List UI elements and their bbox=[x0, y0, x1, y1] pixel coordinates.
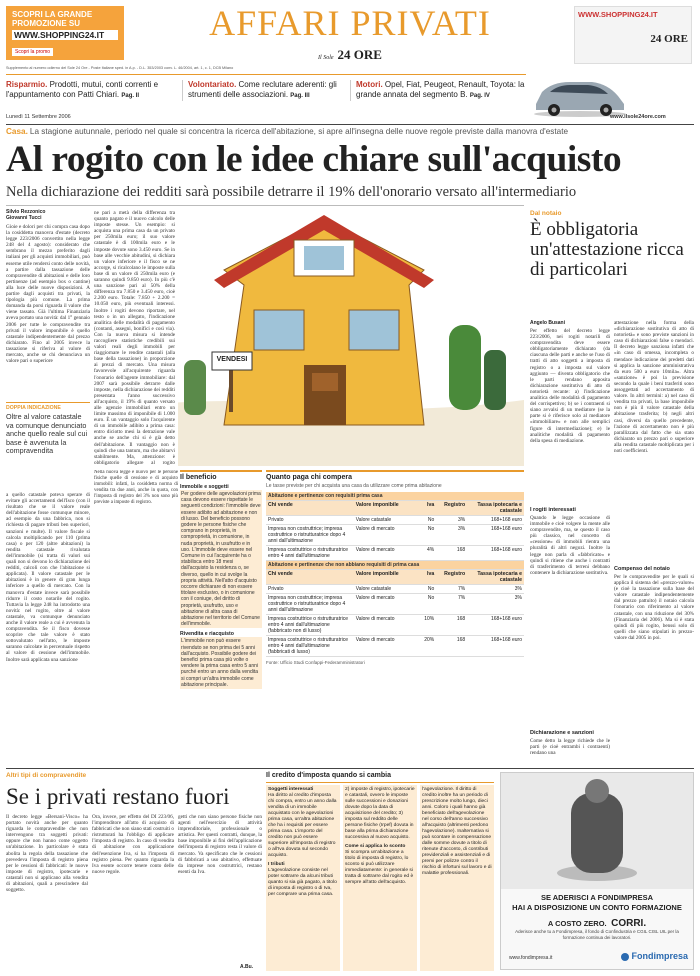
promo-button[interactable]: Scopri la promo bbox=[12, 48, 53, 56]
table-cell: Valore imponibile bbox=[354, 501, 416, 516]
notaio-column-1: Per effetto del decreto legge 223/2006, nei rogiti notarili di compravendita deve essere obbligatoriamente dichiarato (da ciascuna delle parti e anche se l'uso di tratti di atto soggetti a imposta di registro o a imposta sul valore aggiunto — diventa obbligatorio che le parti rendano apposita dichiarazione sostitutiva di atto di notorietà recante: a) l'indicazione analitica delle modalità di pagamento del corrispettivo; b) se i contraenti si siano avvalsi di un mediatore (se la parte si è riferisce solo al mediatore «immobiliare» e non alle semplici figure di intermediazione); e) le analitiche modalità di pagamento della spesa di mediazione. bbox=[530, 328, 610, 444]
beneficio-heading-2: Rivendita e riacquisto bbox=[180, 631, 234, 638]
date-divider bbox=[6, 124, 694, 125]
notaio-headline: È obbligatoria un'attestazione ricca di particolari bbox=[530, 219, 684, 280]
table-cell: Valore di mercato bbox=[354, 546, 416, 561]
teaser-text: Come reclutare aderenti: gli strumenti delle associazioni. bbox=[188, 80, 337, 99]
table-row bbox=[266, 525, 524, 546]
lead-column-1b: a quello catastale poteva sperare di evitare gli accertamenti dell'Isco (con il risultato che se il valore reale dell'abitazione fosse comunque minore, ad esempio da una fabbrica, non si richiesta di pagare tributi ben superiori, sanzioni e multe). Il valore fiscale si calcola moltiplicando per 110 (prima casa) o per 120 (altre abitazioni) la rendita catastale rivalutata dell'immobile (si tratta di valori sui quali non si devono lo dichiarazione dei redditi, calcoli con che l'abitazione si applicata). Il valore catastale per le abitazioni è in genere di gran lunga inferiore a quello di mercato. Con la manovra d'estate invece sarà possibile ridurre il costo notarile del rogito. Tuttavia la legge 248 ha introdotto una novità: nel rogito, oltre al valore catastale, va comunque denunciato anche il valore reale a cui è avvenuta la compravendita. Se il fisco dovesse scoprire che tale valore è stato sottovalutato nell'atto, le imposte saranno calcolate in percentuale rispetto al valore di cessione dell'immobile. Inoltre sarà applicata una sanzione bbox=[6, 492, 90, 663]
rogiti-text: Quando le legge occasione di immobile e cioè volgere la mente alle compravendite, ma, se questo il caso più classico, nel concetto di «cessione» di immobili rientra una pluralità di altri negozi. Inoltre la legge non parla di «fabbricato» e quindi si ritiene che anche i contratti di trasferimento di terreni debbano contenere la dichiarazione sostitutiva. bbox=[530, 515, 610, 576]
table-cell: 168 bbox=[436, 546, 467, 561]
table-cell: Chi vende bbox=[266, 570, 354, 585]
teaser-label: Volontariato. bbox=[188, 80, 237, 89]
teaser-volontariato[interactable] bbox=[182, 80, 342, 101]
logo-text: Fondimpresa bbox=[631, 951, 689, 961]
promo-url: WWW.SHOPPING24.IT bbox=[12, 30, 118, 40]
credito-c1-title: Soggetti interessati bbox=[268, 787, 314, 792]
beneficio-heading-1: Immobile e soggetti bbox=[180, 484, 229, 490]
table-cell: 168 bbox=[436, 636, 467, 657]
right-promo-brand: 24 ORE bbox=[650, 33, 688, 45]
doppia-label: DOPPIA INDICAZIONE bbox=[6, 405, 61, 411]
subhead-divider bbox=[6, 205, 524, 206]
supplement-note: Supplemento al numero odierno del Sole 24 Ore - Poste Italiane sped. in A.p. - D.L. 353/2003 conv. L. 46/2004, art. 1, c. 1, DCB Milano bbox=[6, 66, 234, 70]
table-cell: Valore catastale bbox=[354, 585, 416, 594]
fondimpresa-ad[interactable] bbox=[500, 772, 694, 970]
notaio-author: Angelo Busani bbox=[530, 320, 566, 326]
ad-url[interactable]: www.fondimpresa.it bbox=[509, 955, 553, 961]
lead-column-2: ne pari a metà della differenza tra quanto pagato e il nuovo calcolo delle imposte stesse. Un esempio: si acquista una prima casa da un privato per 250mila euro; il suo valore catastale è di 100mila euro e le imposte dovute sono 3.450 euro. Se in base alle vecchie abitudini, si dichiara un valore inferiore e il fisco se ne accorge, si ricalcolano le imposte sulla base di un valore di 250mila euro (e saranno quindi 9.850 euro). In più c'è una sanzione pari al 50% della differenza tra 7.850 e 3.450 euro, cioè 2.200 euro. Totale: 7.850 + 2.200 = 10.050 euro, più eventuali interessi. Inoltre i rogiti devono riportare, nel testo o in un allegato, l'indicazione analitica delle modalità di pagamento (contanti, assegni, bonifici e così via). Con la nuova misura si intende raccogliere statistiche credibili sui valori reali degli immobili per riaggiornare le rendite catastali (alla base della tassazione) in proporzione ai prezzi di mercato. Una misura favorevole all'acquirente riguarda l'onorario dell'agente immobiliare: dal 2007 sarà possibile detrarre dalle imposte, nella dichiarazione dei redditi presentata l'anno successivo all'acquisto, il 19% di quanto versato alle agenzie immobiliari entro un limite massimo di imponibile di 1.000 euro. È un vantaggio solo l'acquirente di un immobile adibito a prima casa: entro diciotto mesi la detrazione vale anche se anche chi si è già detto dell'abitazione. Il vantaggio non è quindi che una tantum, ma che abitarvi stabilmente. Ma, attenzione: è obbligatorio allegare al rogito bbox=[94, 210, 178, 466]
credito-c2b-title: Come si applica lo sconto bbox=[345, 844, 406, 849]
table-cell: 7% bbox=[436, 585, 467, 594]
table-cell: 7% bbox=[436, 594, 467, 615]
teaser-text: Opel, Fiat, Peugeot, Renault, Toyota: la grande annata del segmento B. bbox=[356, 80, 525, 99]
table-header-row bbox=[266, 501, 524, 516]
lead-kicker bbox=[6, 127, 694, 137]
right-promo-url: WWW.SHOPPING24.IT bbox=[578, 10, 658, 19]
table-cell: 168+168 euro bbox=[467, 615, 524, 636]
table-header-row bbox=[266, 570, 524, 585]
beneficio-box bbox=[180, 470, 262, 750]
table-cell: 3% bbox=[467, 585, 524, 594]
table-cell: Tassa ipotecaria e catastale bbox=[467, 501, 524, 516]
logo-icon bbox=[621, 953, 629, 961]
table-cell: Valore di mercato bbox=[354, 525, 416, 546]
table-cell: Tassa ipotecaria e catastale bbox=[467, 570, 524, 585]
table-cell: Valore catastale bbox=[354, 516, 416, 525]
doppia-text: Oltre al valore catastale va comunque denunciato anche quello reale sul cui base è avvenuta la compravendita bbox=[6, 412, 88, 456]
credito-c2-text: 2) imposte di registro, ipotecarie e catastali, ovvero le imposte sulle successioni e donazioni dovute dopo la data di acquisizione del credito; 3) imposta sul reddito delle persone fisiche (Irpef) dovuta in base alla prima dichiarazione successiva al nuovo acquisto. bbox=[345, 787, 415, 840]
beneficio-text-1: Per godere delle agevolazioni prima casa devono essere rispettate le seguenti condizioni: l'immobile deve essere adibito ad abitazione e non di lusso. Del beneficio possono godere le persone fisiche che comprano in proprietà, in comproprietà, in comunione, in nuda proprietà, in usufrutto e in uso. L'immobile deve essere nel Comune in cui l'acquirente ha o stabilisca entro 18 mesi dall'acquisto la residenza o, se diverso, quello in cui svolge la propria attività. Nell'atto d'acquisto occorre dichiarare di non essere titolare esclusivo, o in comunione con il coniuge, del diritto di proprietà, usufrutto, uso e abitazione di altra casa di abitazione nel territorio del Comune dell'immobile. bbox=[181, 491, 261, 628]
table-cell: 168+168 euro bbox=[467, 516, 524, 525]
credito-c1b-text: L'agevolazione consiste nel poter sottrarre da alcuni tributi quanto si sia già pagato, a titolo di imposta di registro o di Iva, per comprare una prima casa. bbox=[268, 868, 337, 897]
table-cell: Privato bbox=[266, 516, 354, 525]
table-title: Quanto paga chi compera bbox=[266, 474, 352, 481]
altri-headline: Se i privati restano fuori bbox=[6, 784, 230, 809]
altri-column-2: Ora, invece, per effetto del DI 223/06, l'imprenditore all'atto di acquisto di fabbricati che non siano stati costruiti o ristrutturati ha l'obbligo di applicare l'imposta di registro. In caso di vendita di abitazione con applicazione dell'esenzione Iva, si ha l'imposta di registro piena. Per quanto riguarda la Iva esente occorre tenere conto delle nuove regole. bbox=[92, 814, 174, 875]
beneficio-title: Il beneficio bbox=[180, 474, 217, 481]
credito-c3-text: l'agevolazione. Il diritto di credito inoltre ha un periodo di prescrizione molto lungo, dieci anni. Coloro i quali hanno già beneficiato dell'agevolazione nel corso dell'anno successivo all'acquisto (altrimenti perdono l'agevolazione). Inalternativa si può scontare in compensazione dalle somme dovute a titolo di ritenute d'acconto, di contributi previdenziali e assistenziali e di premi per polizze contro il rischio di infortuni sul lavoro e di malattie professionali. bbox=[422, 787, 492, 876]
ad-photo bbox=[501, 773, 693, 889]
credito-box bbox=[266, 782, 494, 970]
table-cell: Impresa costruttrice o ristrutturatrice entro 4 anni dall'ultimazione (fabbricati di lusso) bbox=[266, 636, 354, 657]
right-promo-ad[interactable] bbox=[574, 6, 692, 64]
notaio-column-2: attestazione nella forma della «dichiarazione sostitutiva di atto di notorietà» e sono previste sanzioni in caso di dichiarazioni false o mendaci. Il decreto legge sanziona infatti che «in caso di omessa, incompleta o mendace indicazione dei predetti dati si applica la sanzione amministrativa da euro 500 a euro 10mila». Altra «sanzione» è poi la previsione secondo la quale i beni trasferiti sono assoggettati ad accertamento di valore. In altri termini: a) nel caso di vendita tra privati, la base imponibile non è più il valore catastale della abitazione trasferita; b) negli altri casi, diversi da quello precedente, l'azione di accertamento non è più parallizzata dal fatto che sia stato dichiarato un prezzo pari o superiore alla rendita catastale moltiplicata per i noti coefficienti. bbox=[614, 320, 694, 454]
table-row bbox=[266, 516, 524, 525]
ad-line-4-text: CORRI. bbox=[611, 918, 647, 929]
table-cell: 168+168 euro bbox=[467, 636, 524, 657]
compenso-text: Per le compravendite per le quali si applica il sistema del «prezzo-valore» (e cioè la tassazione sulla base del valore catastale indipendentemente dal prezzo pattuito) il notaio calcola l'onorario con riferimento al valore catastale, con una riduzione del 30% (Finanziaria del 2006). Ma si è stata quindi di più rogito, benssi solo di quelli che siano stipulati in prezzo-valore dal 2005 in poi. bbox=[614, 574, 694, 641]
table-cell: 168 bbox=[436, 615, 467, 636]
rogiti-title: I rogiti interessati bbox=[530, 507, 576, 513]
teaser-page: Pag. IV bbox=[469, 92, 490, 99]
table-cell: Iva bbox=[416, 501, 437, 516]
table-source: Fonte: Ufficio Studi Confappi-Federamministratori bbox=[266, 660, 365, 665]
promo-line-2: PROMOZIONE SU bbox=[12, 19, 81, 28]
issue-date: Lunedì 11 Settembre 2006 bbox=[6, 114, 71, 120]
tax-table bbox=[266, 492, 524, 657]
table-cell: 10% bbox=[416, 615, 437, 636]
newspaper-title: AFFARI PRIVATI bbox=[209, 3, 491, 43]
table-cell: No bbox=[416, 516, 437, 525]
table-cell: 3% bbox=[436, 525, 467, 546]
kicker-text: La stagione autunnale, periodo nel quale si concentra la ricerca dell'abitazione, si apre all'insegna delle nuove regole previste dalla manovra d'estate bbox=[29, 127, 569, 136]
sanzioni-text: Come detto la legge richiede che le parti (e cioè entrambi i contraenti) rendano una bbox=[530, 738, 610, 757]
tax-table-box bbox=[266, 470, 524, 758]
kicker-label: Casa. bbox=[6, 127, 28, 136]
credito-c1b-title: I tributi bbox=[268, 862, 285, 867]
sanzioni-title: Dichiarazione e sanzioni bbox=[530, 730, 594, 736]
author-2: Giovanni Tucci bbox=[6, 215, 42, 221]
table-row bbox=[266, 615, 524, 636]
fondimpresa-logo bbox=[621, 951, 688, 961]
top-divider bbox=[6, 74, 526, 75]
table-cell: Impresa costruttrice o ristrutturatrice entro 4 anni dall'ultimazione bbox=[266, 546, 354, 561]
teaser-risparmio[interactable] bbox=[6, 80, 176, 101]
brand-name: 24 ORE bbox=[337, 47, 382, 62]
table-row bbox=[266, 546, 524, 561]
table-cell: Valore di mercato bbox=[354, 636, 416, 657]
table-cell: 4% bbox=[416, 546, 437, 561]
table-cell: Valore di mercato bbox=[354, 594, 416, 615]
lead-headline: Al rogito con le idee chiare sull'acquisto bbox=[6, 139, 622, 180]
table-section-label: Abitazione e pertinenze che non abbiano requisiti di prima casa bbox=[266, 561, 524, 570]
table-cell: No bbox=[416, 594, 437, 615]
doppia-box bbox=[6, 402, 90, 488]
lead-column-2c: Nella nuova legge è nuovo per le persone fisiche quelle di cessione e di acquisto immobili: infatti, la cosiddetta norma di vendita tra due anni, anche in quota, con l'imposta di registro del 3% non sono più previste a imposte di registro. bbox=[94, 470, 178, 506]
teaser-text: Prodotti, mutui, conti correnti e l'appuntamento con Patti Chiari. bbox=[6, 80, 159, 99]
table-cell: Chi vende bbox=[266, 501, 354, 516]
ad-small-text: Aderisce anche tu a Fondimpresa, il fondo di Confindustria e CGIL CISL UIL per la formazione continua dei lavoratori. bbox=[515, 929, 679, 940]
compenso-title: Compenso del notaio bbox=[614, 566, 670, 572]
table-section-label: Abitazione e pertinenze con requisiti prima casa bbox=[266, 492, 524, 501]
beneficio-text-2: L'immobile non può essere rivenduto se non prima dei 5 anni dall'acquisto. Possibile godere dei benefici prima casa più volte o vendere la prima casa entro 5 anni purché entro un anno dalla vendita si compri un'altra immobile come abitazione principale. bbox=[180, 637, 262, 689]
teaser-motori[interactable] bbox=[350, 80, 525, 101]
teaser-page: Pag. II bbox=[121, 92, 140, 99]
altri-author: A.Bu. bbox=[240, 964, 254, 970]
table-cell: Iva bbox=[416, 570, 437, 585]
author-1: Silvio Rezzonico bbox=[6, 209, 46, 215]
table-cell: 168+168 euro bbox=[467, 525, 524, 546]
left-promo-ad[interactable] bbox=[6, 6, 124, 60]
table-cell: 20% bbox=[416, 636, 437, 657]
table-cell: 3% bbox=[467, 594, 524, 615]
altri-column-1: Il decreto legge «Bersani-Visco» ha portato novità anche per quanto riguarda le compravendite che non intervengono tra soggetti privati: oppure che non hanno come oggetto un'abitazione. In particolare è stata abolita la regola della tassazione che prevedeva l'imposta di registro piena per le cessioni di fabbricati: le nuove imposte di registro, ipotecarie e catastali non si applicano alla vendita di abitazioni, quali a prescindere dal soggetto. bbox=[6, 814, 88, 894]
table-section-row bbox=[266, 561, 524, 570]
table-cell: 168+168 euro bbox=[467, 546, 524, 561]
table-section-row bbox=[266, 492, 524, 501]
table-cell: Registro bbox=[436, 501, 467, 516]
ad-line-1: SE ADERISCI A FONDIMPRESA bbox=[540, 893, 654, 902]
table-cell: Impresa costruttrice o ristrutturatrice entro 4 anni dall'ultimazione (fabbricato non di lusso) bbox=[266, 615, 354, 636]
credito-col-3 bbox=[420, 785, 494, 971]
credito-col-1 bbox=[266, 785, 340, 971]
altri-column-3: getti che non siano persone fisiche non agenti nell'esercizio di attività imprenditoriale, professionale o artistica. Per questi contratti, dunque, la base imponibile ai fini dell'applicazione dell'imposta di registro resta il valore di mercato. Va specificato che le cessioni di fabbricati a uso abitativo, effettuate da imprese non costruttrici, restano esenti da Iva. bbox=[178, 814, 262, 875]
table-cell: Impresa non costruttrice; impresa costruttrice o ristrutturatrice dopo 4 anni dall'ultimazione bbox=[266, 525, 354, 546]
credito-title: Il credito d'imposta quando si cambia bbox=[266, 772, 391, 779]
credito-c2b-text: Si scompra un'abitazione a titolo di imposta di registro, lo sconto si può utilizzare immediatamente: in generale si tratta di sottrarre dal rogito ed è sempre all'atto dell'acquisto. bbox=[345, 850, 414, 885]
table-subtitle: Le tasse previste per chi acquista una casa da utilizzare come prima abitazione bbox=[266, 483, 442, 489]
ad-line-2: HAI A DISPOSIZIONE UN CONTO FORMAZIONE bbox=[512, 903, 682, 912]
altri-kicker: Altri tipi di compravendite bbox=[6, 772, 87, 779]
table-cell: Valore imponibile bbox=[354, 570, 416, 585]
lead-subhead: Nella dichiarazione dei redditi sarà possibile detrarre il 19% dell'onorario versato all'intermediario bbox=[6, 184, 577, 200]
table-cell: No bbox=[416, 585, 437, 594]
teaser-page: Pag. III bbox=[290, 92, 310, 99]
teaser-label: Motori. bbox=[356, 80, 383, 89]
table-cell: Valore di mercato bbox=[354, 615, 416, 636]
table-cell: 3% bbox=[436, 516, 467, 525]
table-cell: Privato bbox=[266, 585, 354, 594]
table-cell: Registro bbox=[436, 570, 467, 585]
table-row bbox=[266, 636, 524, 657]
vendesi-sign: VENDESI bbox=[216, 356, 248, 363]
table-cell: Impresa non costruttrice; impresa costruttrice o ristrutturatrice dopo 4 anni dall'ultimazione bbox=[266, 594, 354, 615]
bottom-section-divider bbox=[6, 768, 694, 769]
lead-column-1: Gioie e dolori per chi compra casa dopo la cosiddetta manovra d'estate (decreto legge 223/2006 convertito nella legge 248 del 4 agosto): considerato che sembrano il mezzo preferito dagli italiani per gli acquisti immobiliari, può esserne utile rendersi conto delle novità, a partire dalla tassazione delle compravendite di abitazioni e delle loro pertinenze (ad esempio box o cantine) alla luce delle nuove disposizioni. A partire dagli acquisti tra privati, la tipologia più comune. La prima domanda da porsi riguarda il valore che viene tassato. Già l'ultima Finanziaria aveva portato una novità: dal 1° gennaio 2006 per tutte le compravendite tra privati il valore imponibile è quello catastale indipendentemente dal prezzo dichiarato. Fino al 2005 invece la tassazione si riferiva al valore di mercato, anche se chi denunciava un valore pari o superiore bbox=[6, 224, 90, 365]
site-url[interactable]: www.ilsole24ore.com bbox=[610, 114, 666, 120]
table-row bbox=[266, 594, 524, 615]
table-cell: No bbox=[416, 525, 437, 546]
brand-prefix: Il Sole bbox=[318, 55, 334, 61]
teaser-label: Risparmio. bbox=[6, 80, 48, 89]
notaio-kicker: Dal notaio bbox=[530, 210, 562, 217]
promo-line-1: SCOPRI LA GRANDE bbox=[12, 10, 93, 19]
credito-col-2 bbox=[343, 785, 417, 971]
table-row bbox=[266, 585, 524, 594]
ad-line-3-text: A COSTO ZERO. bbox=[547, 919, 607, 928]
brand-logo bbox=[300, 46, 400, 64]
car-image bbox=[530, 70, 630, 118]
credito-c1-text: Ha diritto al credito d'imposta chi compra, entro un anno dalla vendita di un immobile acquistato con le agevolazioni prima casa, un'altra abitazione che ha i requisiti per essere prima casa. L'importo del credito non può essere superiore all'imposta di registro o all'Iva dovuta sul secondo acquisto. bbox=[268, 793, 337, 858]
authors bbox=[6, 209, 90, 221]
